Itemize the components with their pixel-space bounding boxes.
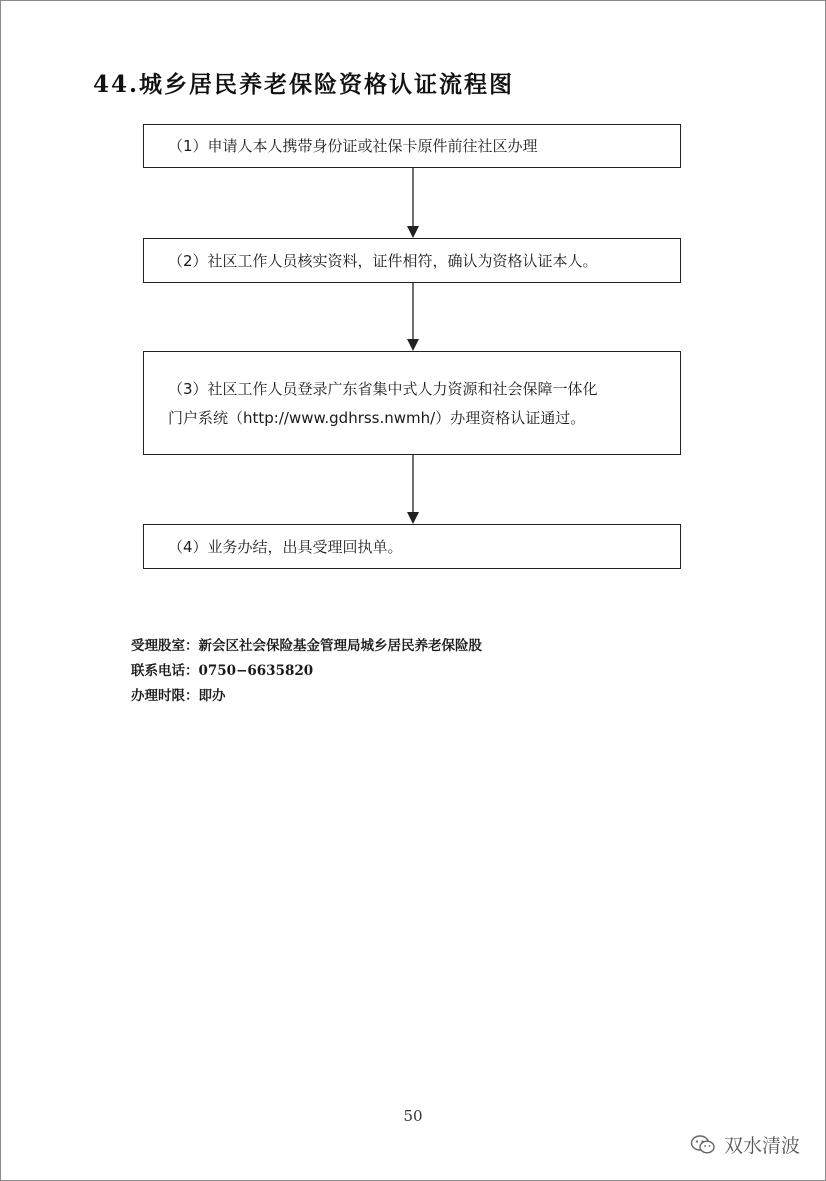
page-number: 50	[403, 1107, 423, 1125]
flow-step-4-line: （4）业务办结，出具受理回执单。	[168, 538, 403, 556]
arrow-head-2	[407, 339, 419, 351]
flow-step-3-text	[168, 375, 666, 433]
flow-step-3-line-2: 门户系统（http://www.gdhrss.nwmh/）办理资格认证通过。	[168, 409, 586, 427]
flow-step-1-text	[168, 132, 666, 161]
watermark	[690, 1131, 800, 1158]
flow-step-2-line: （2）社区工作人员核实资料，证件相符，确认为资格认证本人。	[168, 252, 598, 270]
flow-step-3	[143, 351, 681, 455]
flow-step-4	[143, 524, 681, 569]
arrow-head-1	[407, 226, 419, 238]
flow-step-2	[143, 238, 681, 283]
flow-step-2-text	[168, 247, 666, 276]
watermark-text: 双水清波	[723, 1135, 800, 1157]
flow-step-1	[143, 124, 681, 168]
flow-step-1-line: （1）申请人本人携带身份证或社保卡原件前往社区办理	[168, 137, 538, 155]
arrow-head-3	[407, 512, 419, 524]
page-title: 44.城乡居民养老保险资格认证流程图	[93, 71, 515, 98]
wechat-icon	[690, 1134, 716, 1156]
flow-step-3-line-1: （3）社区工作人员登录广东省集中式人力资源和社会保障一体化	[168, 380, 598, 398]
info-phone: 联系电话：0750−6635820	[131, 663, 314, 679]
flow-step-4-text	[168, 533, 666, 562]
info-time-limit: 办理时限：即办	[131, 688, 226, 704]
info-block	[131, 634, 482, 709]
info-office: 受理股室：新会区社会保险基金管理局城乡居民养老保险股	[131, 638, 482, 654]
